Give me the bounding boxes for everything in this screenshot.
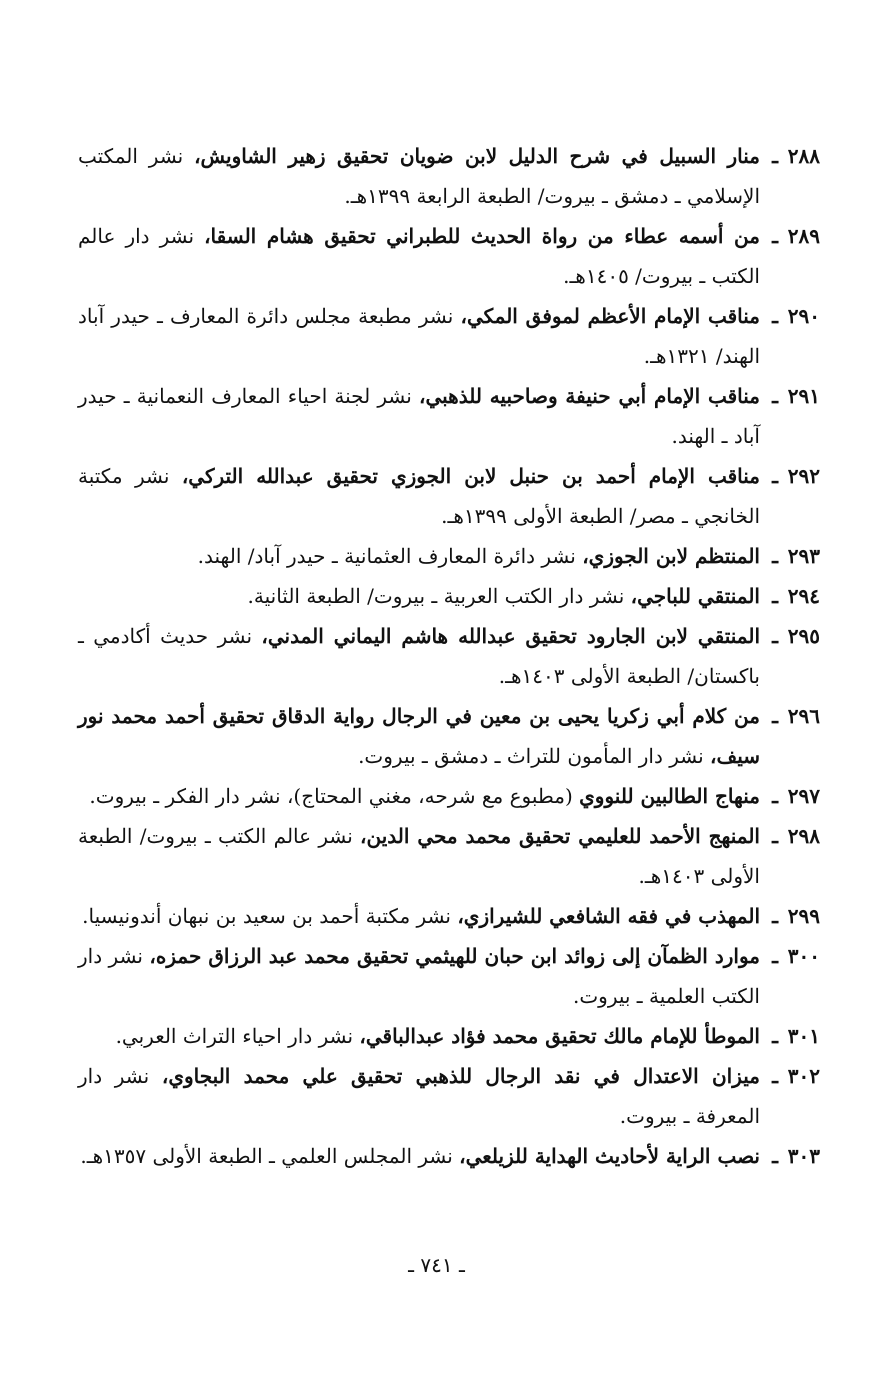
entry-details: (مطبوع مع شرحه، مغني المحتاج)، نشر دار الفكر ـ بيروت. [89, 784, 580, 808]
entry-text [78, 696, 760, 776]
entry-294 [78, 576, 820, 616]
entry-details: نشر دائرة المعارف العثمانية ـ حيدر آباد/ الهند. [197, 544, 583, 568]
entry-number: ٣٠١ [787, 1024, 820, 1048]
entry-301 [78, 1016, 820, 1056]
entry-289 [78, 216, 820, 296]
entry-dash: ـ [772, 784, 778, 808]
entry-title: مناقب الإمام أبي حنيفة وصاحبيه للذهبي، [419, 384, 760, 408]
entry-number: ٢٩٨ [787, 824, 820, 848]
entry-text [78, 1136, 760, 1176]
entry-details: نشر دار المأمون للتراث ـ دمشق ـ بيروت. [358, 744, 711, 768]
entry-302 [78, 1056, 820, 1136]
entry-dash: ـ [772, 304, 778, 328]
entry-title: المهذب في فقه الشافعي للشيرازي، [457, 904, 760, 928]
entry-dash: ـ [772, 904, 778, 928]
entry-297 [78, 776, 820, 816]
entry-text [78, 616, 760, 696]
entry-dash: ـ [772, 584, 778, 608]
entry-details: نشر حديث أكادمي ـ باكستان/ الطبعة الأولى ١٤٠٣هـ. [78, 624, 760, 688]
entry-text [78, 456, 760, 536]
entry-number: ٢٩٠ [787, 304, 820, 328]
entry-details: نشر المجلس العلمي ـ الطبعة الأولى ١٣٥٧هـ. [80, 1144, 460, 1168]
entry-number: ٢٨٩ [787, 224, 820, 248]
entry-292 [78, 456, 820, 536]
entry-298 [78, 816, 820, 896]
entry-text [78, 896, 760, 936]
entry-details: نشر دار عالم الكتب ـ بيروت/ ١٤٠٥هـ. [78, 224, 760, 288]
entry-text [78, 776, 760, 816]
entry-number: ٣٠٢ [787, 1064, 820, 1088]
entry-290 [78, 296, 820, 376]
entry-dash: ـ [772, 464, 778, 488]
entry-number: ٢٩٣ [787, 544, 820, 568]
entry-303 [78, 1136, 820, 1176]
entry-dash: ـ [772, 544, 778, 568]
entry-details: نشر دار الكتب العربية ـ بيروت/ الطبعة الثانية. [247, 584, 631, 608]
entry-text [78, 536, 760, 576]
entry-details: نشر دار الكتب العلمية ـ بيروت. [78, 944, 760, 1008]
entry-300 [78, 936, 820, 1016]
entry-number: ٢٩٩ [787, 904, 820, 928]
entry-dash: ـ [772, 1024, 778, 1048]
entry-title: الموطأ للإمام مالك تحقيق محمد فؤاد عبدالباقي، [359, 1024, 760, 1048]
entry-number: ٣٠٣ [787, 1144, 820, 1168]
entry-text [78, 936, 760, 1016]
entry-number: ٢٩٢ [787, 464, 820, 488]
entry-details: نشر لجنة احياء المعارف النعمانية ـ حيدر آباد ـ الهند. [78, 384, 760, 448]
entry-title: المنهج الأحمد للعليمي تحقيق محمد محي الدين، [360, 824, 760, 848]
entry-number: ٣٠٠ [787, 944, 820, 968]
entry-title: موارد الظمآن إلى زوائد ابن حبان للهيثمي تحقيق محمد عبد الرزاق حمزه، [149, 944, 761, 968]
entry-dash: ـ [772, 384, 778, 408]
entry-291 [78, 376, 820, 456]
entry-dash: ـ [772, 704, 778, 728]
entry-dash: ـ [772, 944, 778, 968]
entry-title: المنتظم لابن الجوزي، [582, 544, 760, 568]
entry-number: ٢٨٨ [787, 144, 820, 168]
entry-dash: ـ [772, 624, 778, 648]
entry-title: ميزان الاعتدال في نقد الرجال للذهبي تحقيق علي محمد البجاوي، [161, 1064, 761, 1088]
entry-text [78, 816, 760, 896]
entry-title: منار السبيل في شرح الدليل لابن ضويان تحقيق زهير الشاويش، [194, 144, 760, 168]
entry-text [78, 216, 760, 296]
entry-text [78, 576, 760, 616]
entry-details: نشر دار المعرفة ـ بيروت. [78, 1064, 760, 1128]
entry-title: المنتقي للباجي، [630, 584, 760, 608]
entry-title: نصب الراية لأحاديث الهداية للزيلعي، [459, 1144, 760, 1168]
entry-details: نشر المكتب الإسلامي ـ دمشق ـ بيروت/ الطبعة الرابعة ١٣٩٩هـ. [78, 144, 760, 208]
entry-text [78, 1016, 760, 1056]
entry-dash: ـ [772, 224, 778, 248]
bibliography-list [78, 136, 820, 1176]
entry-296 [78, 696, 820, 776]
entry-details: نشر دار احياء التراث العربي. [115, 1024, 360, 1048]
entry-299 [78, 896, 820, 936]
entry-details: نشر عالم الكتب ـ بيروت/ الطبعة الأولى ١٤٠٣هـ. [78, 824, 760, 888]
entry-title: المنتقي لابن الجارود تحقيق عبدالله هاشم اليماني المدني، [261, 624, 760, 648]
page-number: ـ ٧٤١ ـ [408, 1253, 465, 1277]
entry-title: من أسمه عطاء من رواة الحديث للطبراني تحقيق هشام السقا، [204, 224, 760, 248]
entry-details: نشر مطبعة مجلس دائرة المعارف ـ حيدر آباد الهند/ ١٣٢١هـ. [78, 304, 760, 368]
entry-number: ٢٩٤ [787, 584, 820, 608]
entry-dash: ـ [772, 144, 778, 168]
entry-288 [78, 136, 820, 216]
entry-number: ٢٩١ [787, 384, 820, 408]
entry-text [78, 376, 760, 456]
entry-title: مناقب الإمام أحمد بن حنبل لابن الجوزي تحقيق عبدالله التركي، [181, 464, 760, 488]
entry-details: نشر مكتبة الخانجي ـ مصر/ الطبعة الأولى ١٣٩٩هـ. [78, 464, 760, 528]
entry-text [78, 136, 760, 216]
entry-dash: ـ [772, 824, 778, 848]
entry-title: مناقب الإمام الأعظم لموفق المكي، [460, 304, 760, 328]
entry-title: من كلام أبي زكريا يحيى بن معين في الرجال رواية الدقاق تحقيق أحمد محمد نور سيف، [78, 704, 760, 768]
entry-number: ٢٩٧ [787, 784, 820, 808]
entry-number: ٢٩٦ [787, 704, 820, 728]
entry-text [78, 1056, 760, 1136]
entry-295 [78, 616, 820, 696]
entry-dash: ـ [772, 1144, 778, 1168]
entry-text [78, 296, 760, 376]
entry-dash: ـ [772, 1064, 778, 1088]
entry-title: منهاج الطالبين للنووي [579, 784, 760, 808]
entry-number: ٢٩٥ [787, 624, 820, 648]
entry-details: نشر مكتبة أحمد بن سعيد بن نبهان أندونيسيا. [82, 904, 458, 928]
entry-293 [78, 536, 820, 576]
